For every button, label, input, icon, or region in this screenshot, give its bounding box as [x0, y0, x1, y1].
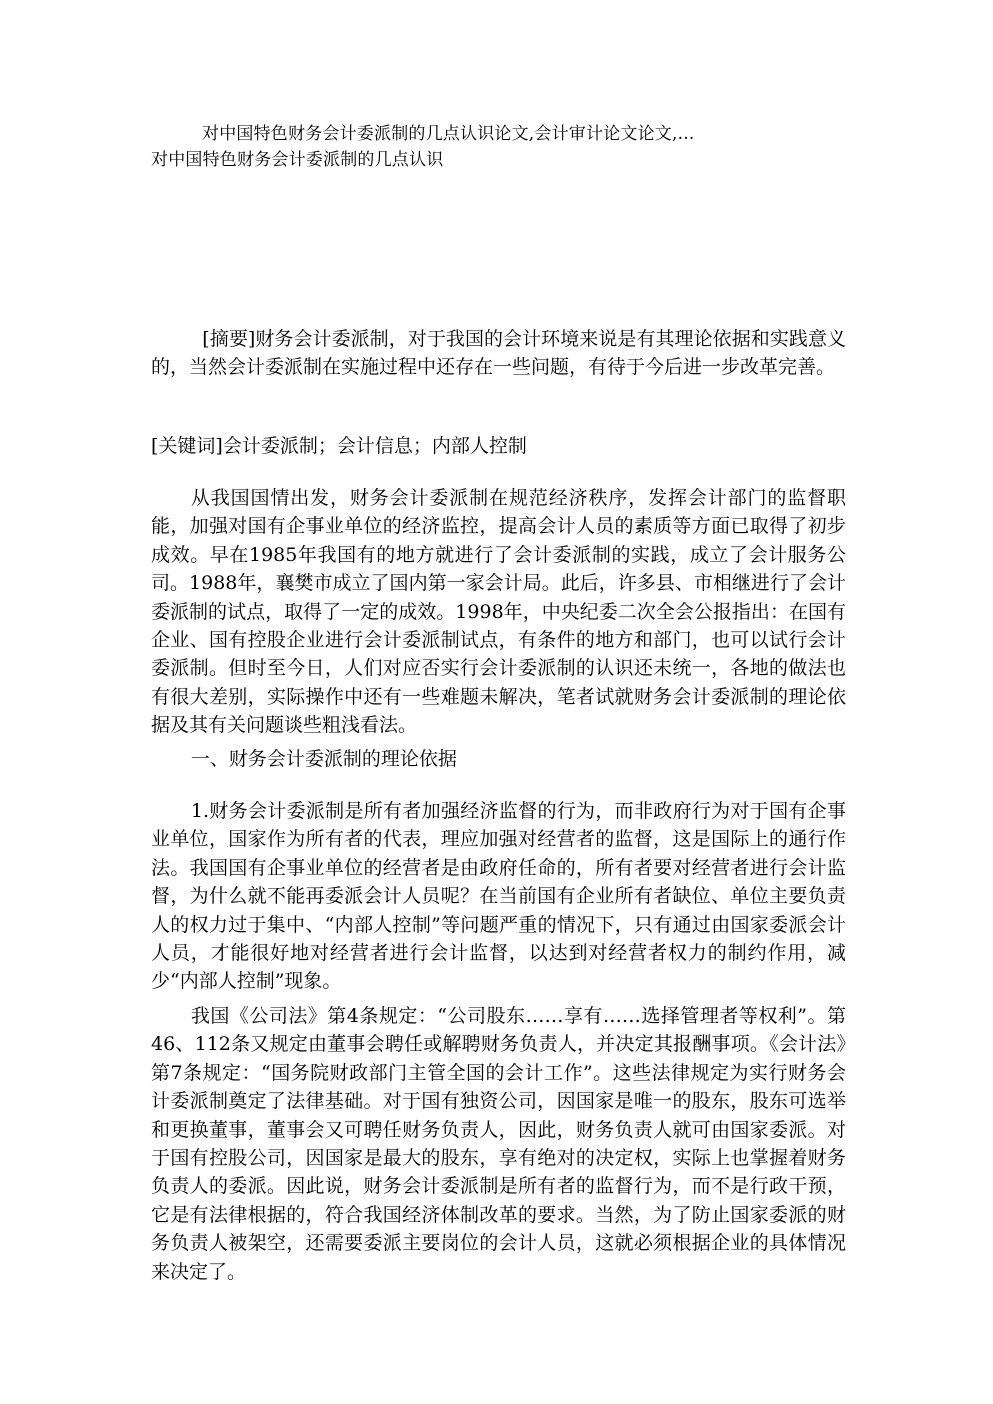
- point-one-paragraph: 1.财务会计委派制是所有者加强经济监督的行为，而非政府行为对于国有企事业单位，国家作为所有者的代表，理应加强对经营者的监督，这是国际上的通行作法。我国国有企事业单位的经营者是由政府任命的，所有者要对经营者进行会计监督，为什么就不能再委派会计人员呢？在当前国有企业所有者缺位、单位主要负责人的权力过于集中、“内部人控制”等问题严重的情况下，只有通过由国家委派会计人员，才能很好地对经营者进行会计监督，以达到对经营者权力的制约作用，减少“内部人控制”现象。: [151, 800, 846, 993]
- keywords-paragraph: [关键词]会计委派制；会计信息；内部人控制: [151, 435, 527, 457]
- law-basis-paragraph: 我国《公司法》第4条规定：“公司股东……享有……选择管理者等权利”。第46、112条又规定由董事会聘任或解聘财务负责人，并决定其报酬事项。《会计法》第7条规定：“国务院财政部门主管全国的会计工作”。这些法律规定为实行财务会计委派制奠定了法律基础。对于国有独资公司，因国家是唯一的股东，股东可选举和更换董事，董事会又可聘任财务负责人，因此，财务负责人就可由国家委派。对于国有控股公司，因国家是最大的股东，享有绝对的决定权，实际上也掌握着财务负责人的委派。因此说，财务会计委派制是所有者的监督行为，而不是行政干预，它是有法律根据的，符合我国经济体制改革的要求。当然，为了防止国家委派的财务负责人被架空，还需要委派主要岗位的会计人员，这就必须根据企业的具体情况来决定了。: [151, 1005, 846, 1283]
- section-heading: 一、财务会计委派制的理论依据: [190, 748, 457, 770]
- document-subtitle: 对中国特色财务会计委派制的几点认识: [151, 150, 444, 170]
- document-title: 对中国特色财务会计委派制的几点认识论文,会计审计论文论文,...: [202, 124, 695, 144]
- abstract-paragraph: [摘要]财务会计委派制，对于我国的会计环境来说是有其理论依据和实践意义的，当然会计委派制在实施过程中还存在一些问题，有待于今后进一步改革完善。: [151, 328, 846, 379]
- intro-paragraph: 从我国国情出发，财务会计委派制在规范经济秩序，发挥会计部门的监督职能，加强对国有企事业单位的经济监控，提高会计人员的素质等方面已取得了初步成效。早在1985年我国有的地方就进行了会计委派制的实践，成立了会计服务公司。1988年，襄樊市成立了国内第一家会计局。此后，许多县、市相继进行了会计委派制的试点，取得了一定的成效。1998年，中央纪委二次全会公报指出：在国有企业、国有控股企业进行会计委派制试点，有条件的地方和部门，也可以试行会计委派制。但时至今日，人们对应否实行会计委派制的认识还未统一，各地的做法也有很大差别，实际操作中还有一些难题未解决，笔者试就财务会计委派制的理论依据及其有关问题谈些粗浅看法。: [151, 487, 846, 737]
